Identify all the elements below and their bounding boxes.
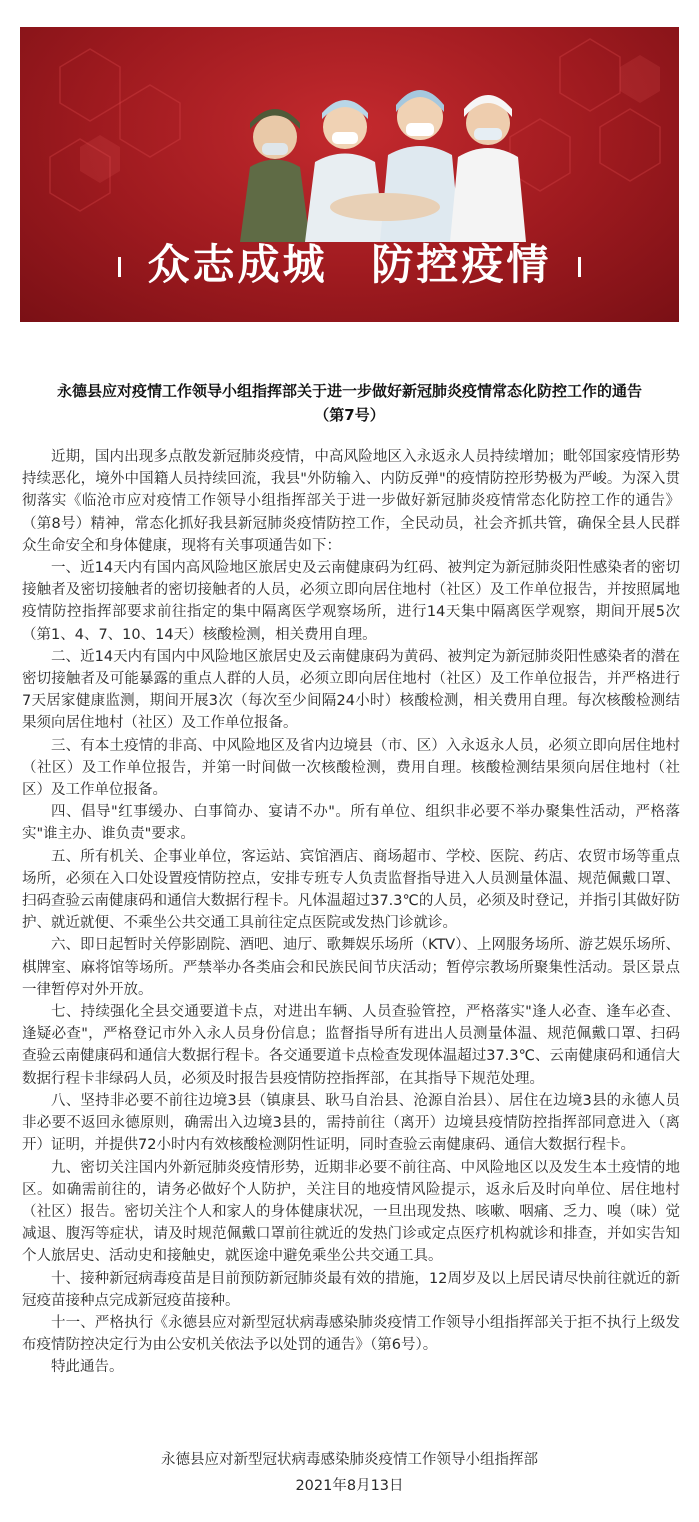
paragraph-item-6: 六、即日起暂时关停影剧院、酒吧、迪厅、歌舞娱乐场所（KTV）、上网服务场所、游艺娱乐场所、棋牌室、麻将馆等场所。严禁举办各类庙会和民族民间节庆活动；暂停宗教场所聚集性活动。景区景点一律暂停对外开放。: [22, 937, 680, 998]
paragraph-item-1: 一、近14天内有国内高风险地区旅居史及云南健康码为红码、被判定为新冠肺炎阳性感染者的密切接触者及密切接触者的密切接触者的人员，必须立即向居住地村（社区）及工作单位报告，并按照属地疫情防控指挥部要求前往指定的集中隔离医学观察场所，进行14天集中隔离医学观察，期间开展5次（第1、4、7、10、14天）核酸检测，相关费用自理。: [22, 560, 680, 643]
medical-workers-illustration: [220, 57, 540, 242]
paragraph-item-7: 七、持续强化全县交通要道卡点，对进出车辆、人员查验管控，严格落实"逢人必查、逢车必查、逢疑必查"，严格登记市外入永人员身份信息；监督指导所有进出人员测量体温、规范佩戴口罩、扫码查验云南健康码和通信大数据行程卡。各交通要道卡点检查发现体温超过37.3℃、云南健康码和通信大数据行程卡非绿码人员，必须及时报告县疫情防控指挥部，在其指导下规范处理。: [22, 1004, 680, 1087]
document-body: [22, 446, 680, 1379]
paragraph-item-9: 九、密切关注国内外新冠肺炎疫情形势，近期非必要不前往高、中风险地区以及发生本土疫情的地区。如确需前往的，请务必做好个人防护，关注目的地疫情风险提示，返永后及时向单位、居住地村（社区）报告。密切关注个人和家人的身体健康状况，一旦出现发热、咳嗽、咽痛、乏力、嗅（味）觉减退、腹泻等症状，请及时规范佩戴口罩前往就近的发热门诊或定点医疗机构就诊和排查，并如实告知个人旅居史、活动史和接触史，就医途中避免乘坐公共交通工具。: [22, 1159, 680, 1265]
signature-date: 2021年8月13日: [295, 1478, 404, 1494]
paragraph-item-3: 三、有本土疫情的非高、中风险地区及省内边境县（市、区）入永返永人员，必须立即向居住地村（社区）及工作单位报告，并第一时间做一次核酸检测，费用自理。核酸检测结果须向居住地村（社区）及工作单位报备。: [22, 737, 680, 799]
document-title: 永德县应对疫情工作领导小组指挥部关于进一步做好新冠肺炎疫情常态化防控工作的通告: [56, 382, 642, 400]
document-number: （第7号）: [314, 406, 385, 424]
paragraph-closing: 特此通告。: [51, 1359, 124, 1376]
banner-slogan: [20, 232, 679, 292]
paragraph-item-5: 五、所有机关、企事业单位，客运站、宾馆酒店、商场超市、学校、医院、药店、农贸市场等重点场所，必须在入口处设置疫情防控点，安排专班专人负责监督指导进入人员测量体温、规范佩戴口罩、扫码查验云南健康码和通信大数据行程卡。凡体温超过37.3℃的人员，必须及时登记，并指引其做好防护、就近就便、不乘坐公共交通工具前往定点医院或发热门诊就诊。: [22, 848, 680, 932]
banner-slogan-part1: 众志成城: [147, 240, 328, 289]
signature-organization: 永德县应对新型冠状病毒感染肺炎疫情工作领导小组指挥部: [161, 1452, 538, 1468]
paragraph-item-4: 四、倡导"红事缓办、白事简办、宴请不办"。所有单位、组织非必要不举办聚集性活动，严格落实"谁主办、谁负责"要求。: [22, 804, 680, 843]
paragraph-intro: 近期，国内出现多点散发新冠肺炎疫情，中高风险地区入永返永人员持续增加；毗邻国家疫情形势持续恶化，境外中国籍人员持续回流，我县"外防输入、内防反弹"的疫情防控形势极为严峻。为深入贯彻落实《临沧市应对疫情工作领导小组指挥部关于进一步做好新冠肺炎疫情常态化防控工作的通告》（第8号）精神，常态化抓好我县新冠肺炎疫情防控工作，全民动员，社会齐抓共管，确保全县人民群众生命安全和身体健康，现将有关事项通告如下：: [22, 449, 680, 554]
paragraph-item-11: 十一、严格执行《永德县应对新型冠状病毒感染肺炎疫情工作领导小组指挥部关于拒不执行上级发布疫情防控决定行为由公安机关依法予以处罚的通告》（第6号）。: [22, 1314, 680, 1354]
paragraph-item-10: 十、接种新冠病毒疫苗是目前预防新冠肺炎最有效的措施，12周岁及以上居民请尽快前往就近的新冠疫苗接种点完成新冠疫苗接种。: [22, 1270, 680, 1309]
banner-slogan-part2: 防控疫情: [371, 240, 552, 289]
paragraph-item-8: 八、坚持非必要不前往边境3县（镇康县、耿马自治县、沧源自治县）、居住在边境3县的永德人员非必要不返回永德原则，确需出入边境3县的，需持前往（离开）边境县疫情防控指挥部同意进入（离开）证明，并提供72小时内有效核酸检测阴性证明，同时查验云南健康码、通信大数据行程卡。: [22, 1092, 680, 1154]
header-banner: [20, 27, 679, 322]
paragraph-item-2: 二、近14天内有国内中风险地区旅居史及云南健康码为黄码、被判定为新冠肺炎阳性感染者的潜在密切接触者及可能暴露的重点人群的人员，必须立即向居住地村（社区）及工作单位报告，并严格进行7天居家健康监测，期间开展3次（每次至少间隔24小时）核酸检测，相关费用自理。每次核酸检测结果须向居住地村（社区）及工作单位报备。: [22, 648, 680, 732]
